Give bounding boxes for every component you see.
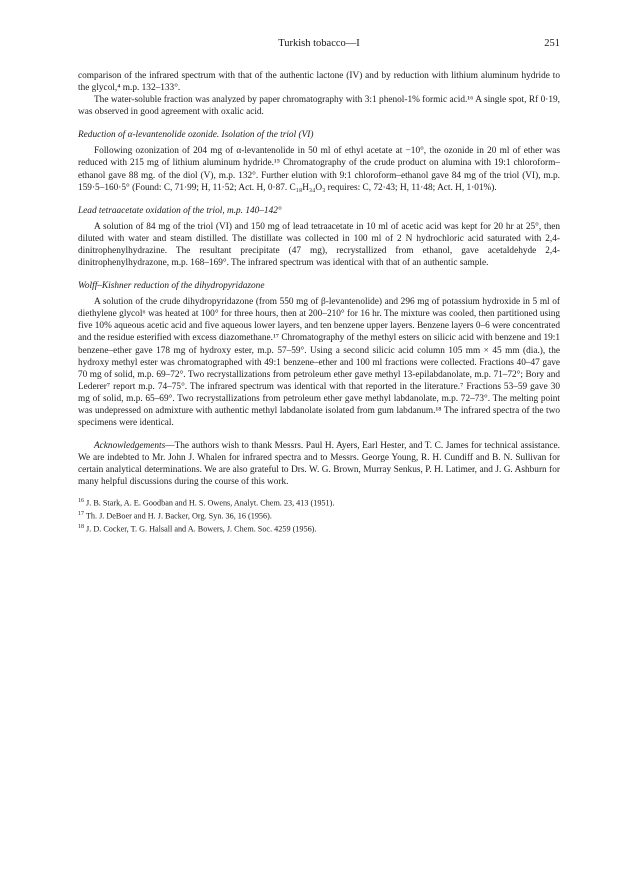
section-body-wolff-kishner: A solution of the crude dihydropyridazone (from 550 mg of β-levantenolide) and 296 mg of potassium hydroxide in 5 ml of diethylene glycol⁶ was heated at 100° for three hours, then at 200–210° for 16 hr. The mixture was cooled, then partitioned using five 10% aqueous acetic acid and five aqueous lower layers, and ten benzene upper layers. Benzene layers 0–6 were concentrated and the residue esterified with excess diazomethane.¹⁷ Chromatography of the methyl esters on silicic acid with benzene and 19:1 benzene–ether gave 178 mg of hydroxy ester, m.p. 57–59°. Using a second silicic acid column 105 mm × 45 mm (dia.), the hydroxy methyl ester was chromatographed with 49:1 benzene–ether and 100 ml fractions were collected. Fractions 40–47 gave 70 mg of solid, m.p. 69–72°. Two recrystallizations from petroleum ether gave methyl 13-epilabdanolate, m.p. 71–72°; Bory and Lederer⁷ report m.p. 74–75°. The infrared spectrum was identical with that reported in the literature.⁷ Fractions 53–59 gave 30 mg of solid, m.p. 65–69°. Two recrystallizations from petroleum ether gave methyl labdanolate, m.p. 72–73°. The melting point was undepressed on admixture with authentic methyl labdanolate isolated from gum labdanum.¹⁸ The infrared spectra of the two specimens were identical. bbox=[78, 297, 560, 429]
references-list bbox=[78, 496, 560, 535]
page bbox=[78, 38, 560, 535]
reference-text: J. D. Cocker, T. G. Halsall and A. Bowers, J. Chem. Soc. 4259 (1956). bbox=[86, 524, 317, 534]
acknowledgements-paragraph bbox=[78, 440, 560, 488]
section-body-lead-tetraacetate: A solution of 84 mg of the triol (VI) and 150 mg of lead tetraacetate in 10 ml of acetic acid was kept for 20 hr at 25°, then diluted with water and steam distilled. The distillate was collected in 100 ml of 2 N hydrochloric acid saturated with 2,4-dinitrophenylhydrazine. The resultant precipitate (47 mg), recrystallized from ethanol, gave acetaldehyde 2,4-dinitrophenylhydrazone, m.p. 168–169°. The infrared spectrum was identical with that of an authentic sample. bbox=[78, 221, 560, 269]
reference-text: J. B. Stark, A. E. Goodban and H. S. Owens, Analyt. Chem. 23, 413 (1951). bbox=[86, 498, 335, 508]
section-heading-wolff-kishner: Wolff–Kishner reduction of the dihydropyridazone bbox=[78, 281, 265, 292]
spacer bbox=[78, 429, 560, 440]
page-number: 251 bbox=[544, 38, 560, 49]
acknowledgements-heading: Acknowledgements bbox=[94, 441, 166, 452]
reference-text: Th. J. DeBoer and H. J. Backer, Org. Syn. 36, 16 (1956). bbox=[85, 511, 272, 521]
reference-item bbox=[78, 522, 560, 535]
section-heading-lead-tetraacetate: Lead tetraacetate oxidation of the triol, m.p. 140–142° bbox=[78, 205, 282, 216]
section-heading-ozonide: Reduction of α-levantenolide ozonide. Isolation of the triol (VI) bbox=[78, 130, 314, 141]
reference-number: 17 bbox=[78, 510, 84, 517]
acknowledgements-body: —The authors wish to thank Messrs. Paul H. Ayers, Earl Hester, and T. C. James for technical assistance. We are indebted to Mr. John J. Whalen for infrared spectra and to Messrs. George Young, R. H. Cundiff and B. N. Sullivan for certain analytical determinations. We are also grateful to Drs. W. G. Brown, Murray Senkus, P. H. Latimer, and J. G. Ashburn for many helpful discussions during the course of this work. bbox=[78, 441, 560, 488]
section-body-ozonide: Following ozonization of 204 mg of α-levantenolide in 50 ml of ethyl acetate at −10°, the ozonide in 20 ml of ether was reduced with 215 mg of lithium aluminum hydride.¹⁵ Chromatography of the crude product on alumina with 19:1 chloroform–ethanol gave 88 mg. of the diol (V), m.p. 132°. Further elution with 9:1 chloroform–ethanol gave 84 mg of the triol (VI), m.p. 159·5–160·5° (Found: C, 71·99; H, 11·52; Act. H, 0·87. C₁₈H₃₄O₃ requires: C, 72·43; H, 11·48; Act. H, 1·01%). bbox=[78, 146, 560, 193]
intro-paragraph-1: comparison of the infrared spectrum with that of the authentic lactone (IV) and by reduction with lithium aluminum hydride to the glycol,⁴ m.p. 132–133°. bbox=[78, 71, 560, 94]
reference-number: 18 bbox=[78, 523, 84, 530]
intro-paragraph-2: The water-soluble fraction was analyzed by paper chromatography with 3:1 phenol-1% formic acid.¹⁶ A single spot, Rf 0·19, was observed in good agreement with oxalic acid. bbox=[78, 95, 560, 118]
running-header bbox=[78, 38, 560, 52]
reference-item bbox=[78, 496, 560, 509]
running-title: Turkish tobacco—I bbox=[278, 38, 360, 49]
reference-number: 16 bbox=[78, 497, 84, 504]
reference-item bbox=[78, 509, 560, 522]
